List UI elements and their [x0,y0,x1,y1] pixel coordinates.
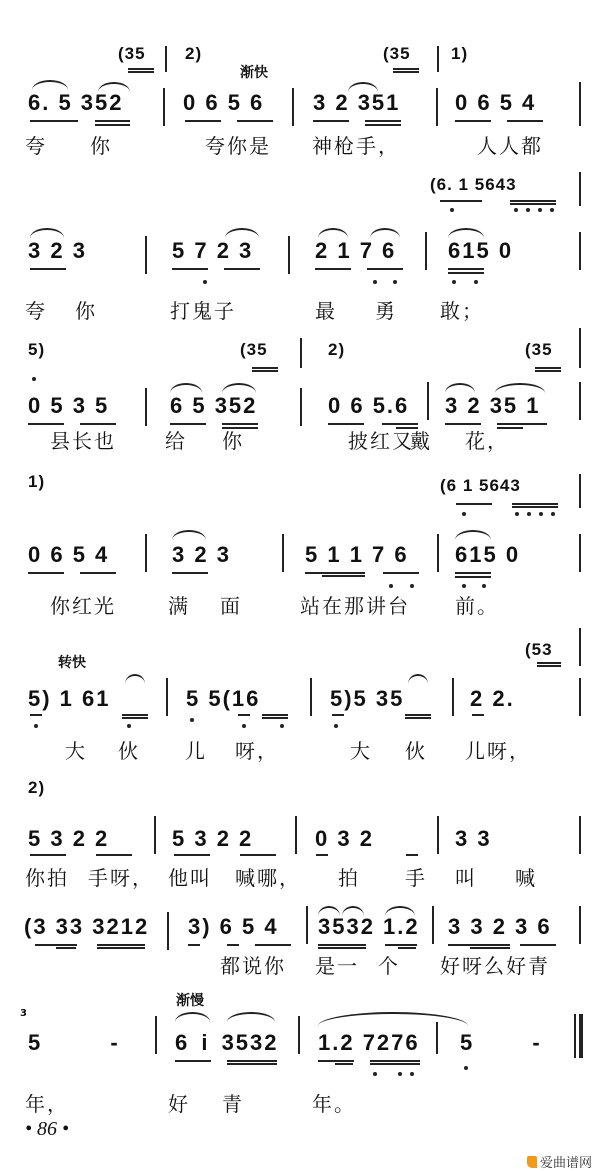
lyric: 是一 [315,954,359,978]
lyric: 喊哪， [235,866,301,890]
lyric: 你拍 [25,866,69,890]
measure-4: 3 2 35 1 [445,393,541,418]
measure-2: 5 7 2 3 [172,238,254,263]
measure-4: 2 2. [470,686,515,711]
lyric: 大 [350,739,372,763]
measure-3: 5 1 1 7 6 [305,542,409,567]
measure-1: 5 3 2 2 [28,826,110,851]
lyric: 夸 [25,134,47,158]
aux-notes: 5) [28,340,46,359]
aux-notes: 2) [328,340,346,359]
lyric: 手呀， [88,866,154,890]
tempo-mark: 渐慢 [176,993,204,1009]
measure-4: 5 - [460,1030,542,1055]
lyric: 夸你是 [205,134,271,158]
lyric: 给 [165,429,187,453]
lyric: 满 [168,594,190,618]
measure-3: 2 1 7 6 [315,238,397,263]
music-note-icon [527,1156,537,1168]
lyric: 你 [90,134,112,158]
lyric: 伙 [118,739,140,763]
watermark-text: 爱曲谱网 [540,1156,593,1171]
measure-2: 3 2 3 [172,542,231,567]
measure-4: 615 0 [455,542,521,567]
aux-notes: (35 [383,44,411,63]
lyric: 站在那讲台 [300,594,410,618]
lyric: 前。 [455,594,499,618]
tempo-mark: 转快 [58,655,86,671]
lyric: 伙 [405,739,427,763]
measure-3: 0 3 2 [315,826,374,851]
measure-4: 3 3 [455,826,492,851]
lyric: 叫 [455,866,477,890]
lyric: 戴 [410,429,432,453]
aux-notes: (6. 1 5643 [430,175,517,194]
aux-notes: 1) [28,472,46,491]
measure-1: 0 5 3 5 [28,393,110,418]
lyric: 都说你 [220,954,286,978]
measure-2: 6 5 352 [170,393,258,418]
measure-2: 0 6 5 6 [183,90,265,115]
lyric: 你 [75,299,97,323]
lyric: 好 [168,1092,190,1116]
measure-3: 0 6 5.6 [328,393,410,418]
measure-2: 6 i 3532 [175,1030,279,1055]
lyric: 儿 [185,739,207,763]
lyric: 你红光 [50,594,116,618]
lyric: 呀， [235,739,279,763]
measure-4: 615 0 [448,238,514,263]
measure-3: 3532 1.2 [318,914,420,939]
measure-1: 5 - [28,1030,120,1055]
measure-1: 6. 5 352 [28,90,124,115]
measure-1: 0 6 5 4 [28,542,110,567]
measure-4: 0 6 5 4 [455,90,537,115]
page-number: • 86 • [25,1118,70,1140]
aux-notes: (6 1 5643 [440,476,521,495]
lyric: 拍 [338,866,360,890]
lyric: 最 [315,299,337,323]
measure-3: 3 2 351 [313,90,401,115]
aux-notes: 1) [451,44,469,63]
aux-notes: (35 [240,340,268,359]
lyric: 青 [222,1092,244,1116]
measure-1: 3 2 3 [28,238,87,263]
lyric: 年， [25,1092,69,1116]
lyric: 好呀么好青 [440,954,550,978]
measure-3: 1.2 7276 [318,1030,420,1055]
measure-3: 5)5 35 [330,686,405,711]
measure-2: 5 5(16 [186,686,261,711]
aux-notes: (35 [118,44,146,63]
lyric: 你 [222,429,244,453]
lyric: 打鬼子 [170,299,236,323]
lyric: 年。 [312,1092,356,1116]
lyric: 神枪手， [312,134,400,158]
measure-1: 5) 1 61 [28,686,111,711]
lyric: 夸 [25,299,47,323]
aux-notes: 2) [185,44,203,63]
lyric: 手 [405,866,427,890]
lyric: 敢； [440,299,484,323]
lyric: 他叫 [168,866,212,890]
aux-notes: (53 [525,640,553,659]
lyric: 披红又 [348,429,414,453]
lyric: 人人都 [477,134,543,158]
lyric: 儿呀， [465,739,531,763]
grace-note: 3 [20,1008,27,1019]
measure-4: 3 3 2 3 6 [448,914,552,939]
watermark [527,1152,592,1171]
aux-notes: 2) [28,778,46,797]
lyric: 个 [378,954,400,978]
lyric: 县长也 [50,429,116,453]
lyric: 面 [220,594,242,618]
lyric: 大 [65,739,87,763]
lyric: 喊 [515,866,537,890]
tempo-mark: 渐快 [240,65,268,81]
aux-notes: (35 [525,340,553,359]
lyric: 勇 [375,299,397,323]
measure-2: 5 3 2 2 [172,826,254,851]
measure-2: 3) 6 5 4 [188,914,279,939]
lyric: 花， [465,429,509,453]
measure-1: (3 33 3212 [24,914,150,939]
